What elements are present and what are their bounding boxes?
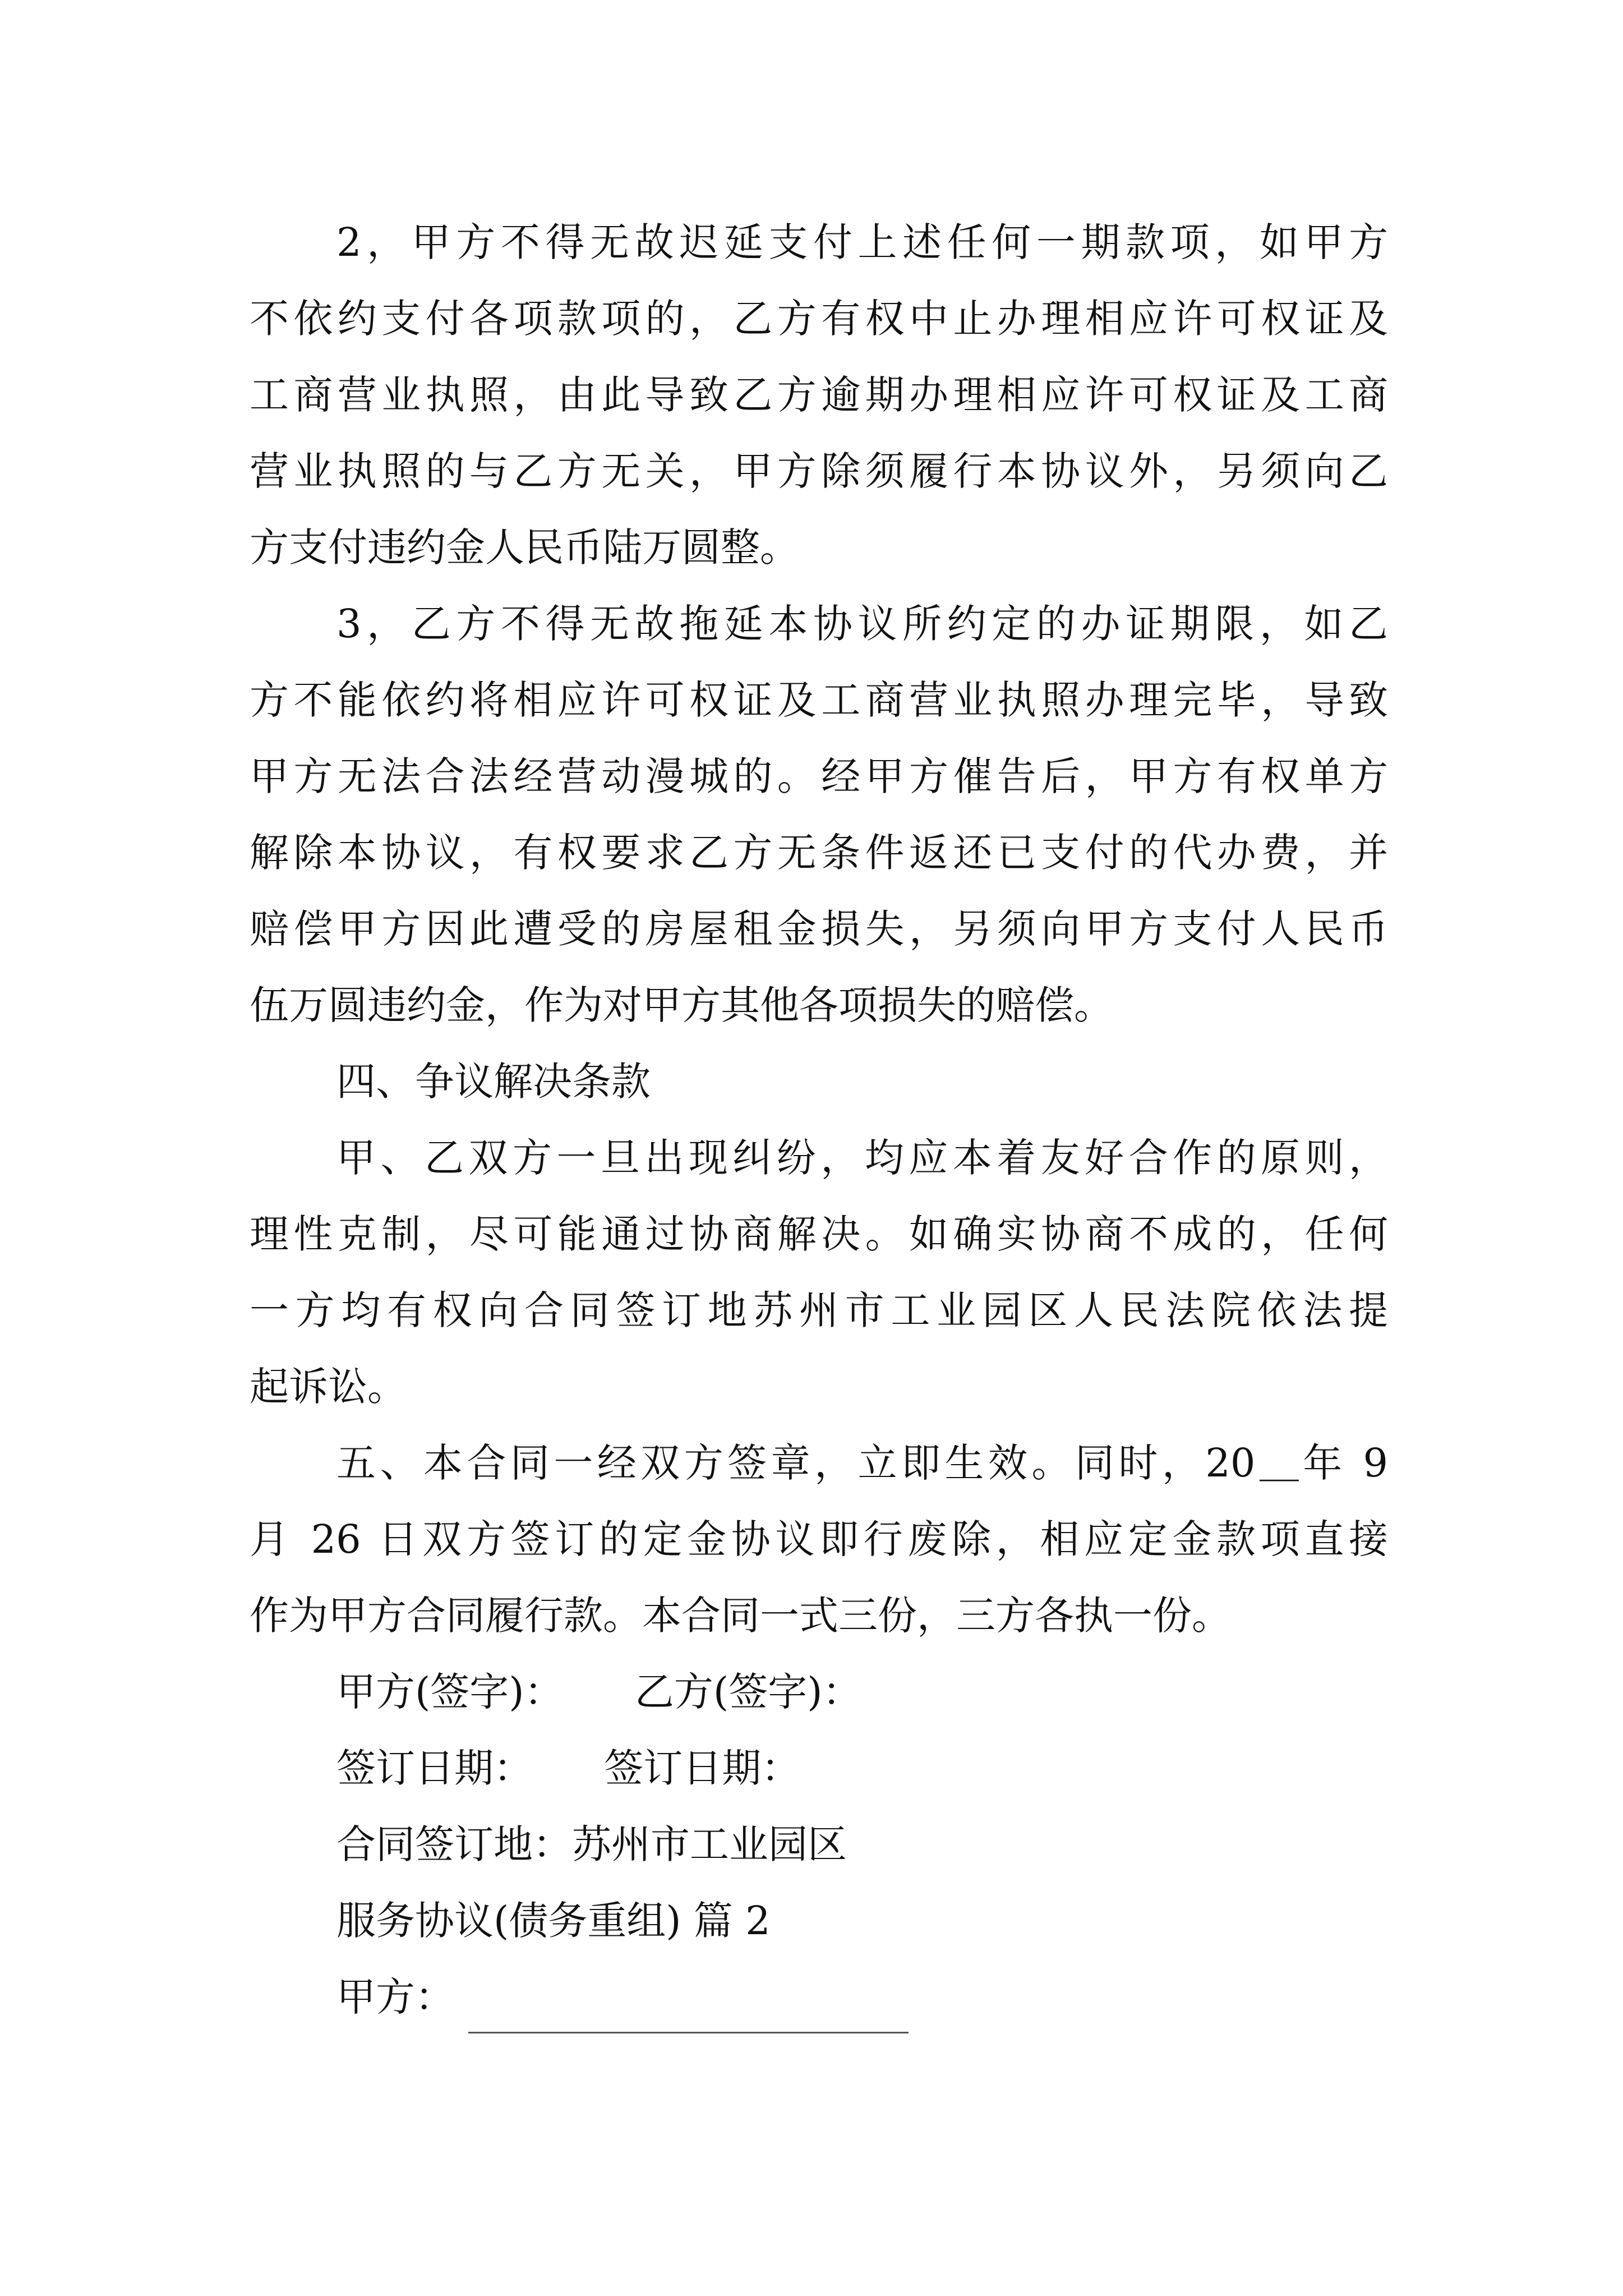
date-row [336,1729,1388,1807]
clause-2-line-2: 不依约支付各项款项的，乙方有权中止办理相应许可权证及 [250,296,1388,342]
party-a-signature-label: 甲方(签字)： [336,1669,564,1715]
section-4-line-3: 一方均有权向合同签订地苏州市工业园区人民法院依法提 [250,1287,1388,1333]
clause-2-line-1: 2，甲方不得无故迟延支付上述任何一期款项，如甲方 [336,219,1388,265]
section-5-line-2: 月 26 日双方签订的定金协议即行废除，相应定金款项直接 [250,1516,1388,1562]
clause-3-line-6: 伍万圆违约金，作为对甲方其他各项损失的赔偿。 [250,982,1113,1028]
clause-3-line-1: 3，乙方不得无故拖延本协议所约定的办证期限，如乙 [336,601,1388,647]
party-b-signature-label: 乙方(签字)： [634,1669,862,1715]
party-b-date-label: 签订日期： [604,1745,801,1791]
section-5-line-3: 作为甲方合同履行款。本合同一式三份，三方各执一份。 [250,1593,1231,1639]
section-4-line-1: 甲、乙双方一旦出现纠纷，均应本着友好合作的原则， [336,1135,1388,1181]
clause-2-line-5: 方支付违约金人民币陆万圆整。 [250,524,799,570]
party-a-blank-line [468,2032,909,2033]
section-4-line-4: 起诉讼。 [250,1364,407,1410]
clause-3-line-3: 甲方无法合法经营动漫城的。经甲方催告后，甲方有权单方 [250,753,1388,799]
party-a-date-label: 签订日期： [336,1745,533,1791]
clause-2-line-4: 营业执照的与乙方无关，甲方除须履行本协议外，另须向乙 [250,448,1388,494]
section-4-line-2: 理性克制，尽可能通过协商解决。如确实协商不成的，任何 [250,1211,1388,1257]
section-5-line-1: 五、本合同一经双方签章，立即生效。同时，20＿年 9 [336,1440,1388,1486]
clause-3-line-5: 赔偿甲方因此遭受的房屋租金损失，另须向甲方支付人民币 [250,906,1388,952]
signature-row [336,1653,1388,1731]
clause-3-line-2: 方不能依约将相应许可权证及工商营业执照办理完毕，导致 [250,677,1388,723]
section-4-title: 四、争议解决条款 [336,1059,651,1105]
party-a-label: 甲方： [336,1974,454,2020]
clause-2-line-3: 工商营业执照，由此导致乙方逾期办理相应许可权证及工商 [250,372,1388,418]
clause-3-line-4: 解除本协议，有权要求乙方无条件返还已支付的代办费，并 [250,830,1388,876]
signing-place: 合同签订地：苏州市工业园区 [336,1821,847,1867]
next-agreement-title: 服务协议(债务重组) 篇 2 [336,1898,771,1944]
